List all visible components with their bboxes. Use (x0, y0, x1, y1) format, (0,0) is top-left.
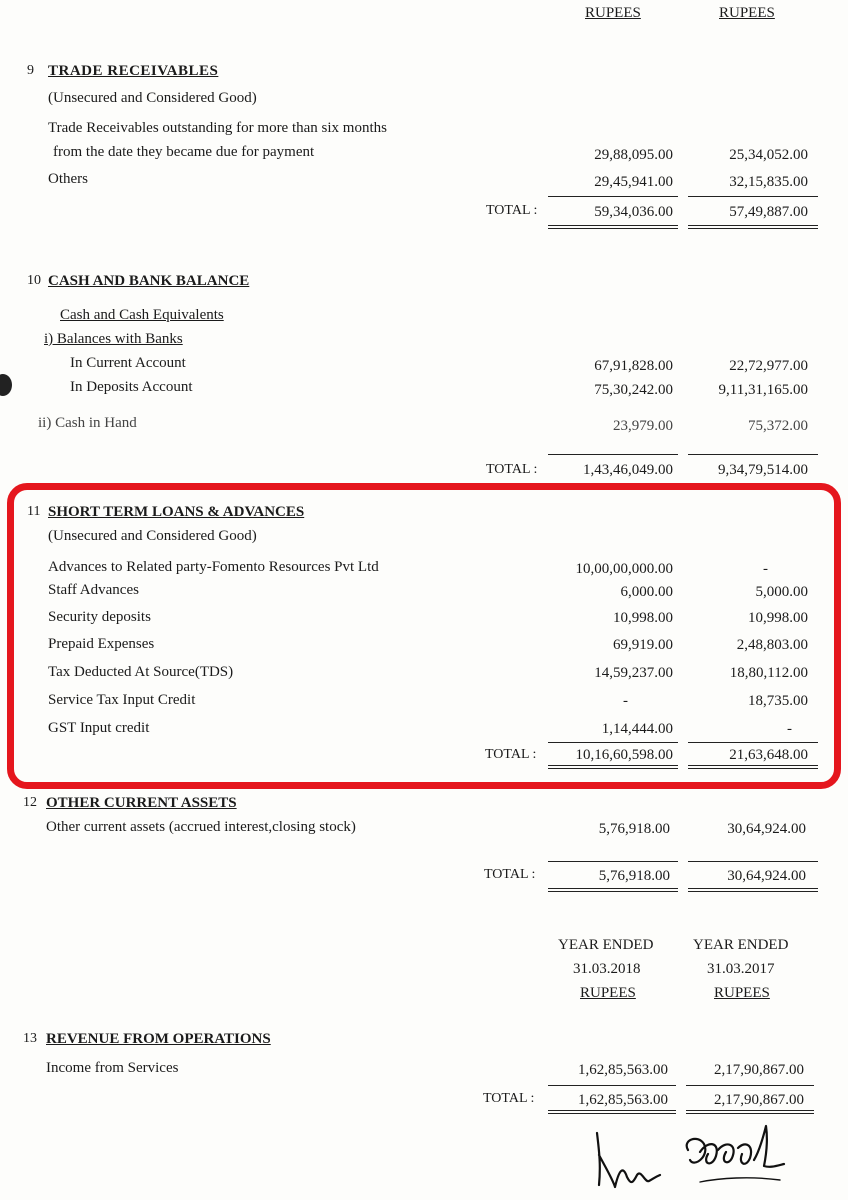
note9-total-2018: 59,34,036.00 (594, 204, 673, 220)
year-header-col1-line1: YEAR ENDED (558, 937, 654, 953)
note11-row-value-2018: 1,14,444.00 (601, 721, 673, 737)
note10-total-2018: 1,43,46,049.00 (583, 462, 673, 478)
note10-subtotal-rule-1 (548, 454, 678, 455)
note11-row-label: Service Tax Input Credit (48, 692, 196, 708)
note11-row-value-2018: 69,919.00 (613, 637, 673, 653)
note9-line2-value-2018: 29,45,941.00 (594, 174, 673, 190)
note11-row-value-2017: 10,998.00 (748, 610, 808, 626)
note10-subheading: Cash and Cash Equivalents (60, 307, 224, 323)
note13-number: 13 (23, 1031, 37, 1046)
note10-row1-label: In Current Account (70, 355, 186, 371)
note9-total-double-rule-2 (688, 225, 818, 229)
year-header-col1-date: 31.03.2018 (573, 961, 641, 977)
note12-title: OTHER CURRENT ASSETS (46, 795, 237, 811)
note12-total-double-rule-2 (688, 888, 818, 892)
col2-currency-header: RUPEES (719, 5, 775, 21)
note11-row-label: Prepaid Expenses (48, 636, 155, 652)
note12-number: 12 (23, 795, 37, 810)
note13-row1-label: Income from Services (46, 1060, 179, 1076)
note10-row1-value-2017: 22,72,977.00 (729, 358, 808, 374)
year-header-col1-currency: RUPEES (580, 985, 636, 1001)
note11-row-value-2017: 18,80,112.00 (729, 665, 808, 681)
note11-row-label: Security deposits (48, 609, 151, 625)
note13-row1-value-2017: 2,17,90,867.00 (714, 1062, 804, 1078)
year-header-col2-date: 31.03.2017 (707, 961, 775, 977)
note13-total-2017: 2,17,90,867.00 (714, 1092, 804, 1108)
note13-row1-value-2018: 1,62,85,563.00 (578, 1062, 668, 1078)
note12-row1-value-2017: 30,64,924.00 (727, 821, 806, 837)
signature-1 (585, 1125, 665, 1195)
note10-total-2017: 9,34,79,514.00 (718, 462, 808, 478)
note13-subtotal-rule-1 (548, 1085, 676, 1086)
note11-total-2018: 10,16,60,598.00 (575, 747, 673, 763)
note9-subtitle: (Unsecured and Considered Good) (48, 90, 257, 106)
note9-number: 9 (27, 63, 34, 78)
note9-total-2017: 57,49,887.00 (729, 204, 808, 220)
note13-total-double-rule-1 (548, 1110, 676, 1114)
year-header-col2-line1: YEAR ENDED (693, 937, 789, 953)
note12-subtotal-rule-2 (688, 861, 818, 862)
note11-row-value-2017: - (763, 561, 768, 577)
note11-row-value-2018: 6,000.00 (620, 584, 673, 600)
note12-total-2017: 30,64,924.00 (727, 868, 806, 884)
note9-line1a: Trade Receivables outstanding for more than six months (48, 120, 387, 136)
note11-row-label: GST Input credit (48, 720, 150, 736)
note10-row3-label: ii) Cash in Hand (38, 415, 137, 431)
note11-number: 11 (27, 504, 41, 519)
note11-title: SHORT TERM LOANS & ADVANCES (48, 504, 305, 520)
note13-total-label: TOTAL : (483, 1091, 535, 1106)
note10-row2-value-2018: 75,30,242.00 (594, 382, 673, 398)
note11-row-label: Tax Deducted At Source(TDS) (48, 664, 234, 680)
note13-subtotal-rule-2 (686, 1085, 814, 1086)
note12-total-label: TOTAL : (484, 867, 536, 882)
note11-row-value-2018: - (623, 693, 628, 709)
note11-row-value-2017: 5,000.00 (755, 584, 808, 600)
signature-2 (680, 1120, 790, 1195)
note11-row-value-2018: 10,998.00 (613, 610, 673, 626)
note11-total-double-rule-1 (548, 765, 678, 769)
note13-total-double-rule-2 (686, 1110, 814, 1114)
note9-line2-value-2017: 32,15,835.00 (729, 174, 808, 190)
note10-row3-value-2017: 75,372.00 (748, 418, 808, 434)
note11-row-label: Advances to Related party-Fomento Resources Pvt Ltd (48, 559, 379, 575)
note11-row-value-2018: 10,00,00,000.00 (575, 561, 673, 577)
note11-row-label: Staff Advances (48, 582, 139, 598)
note11-subtotal-rule-2 (688, 742, 818, 743)
note11-subtotal-rule-1 (548, 742, 678, 743)
note10-total-label: TOTAL : (486, 462, 538, 477)
note9-line2-label: Others (48, 171, 88, 187)
note10-title: CASH AND BANK BALANCE (48, 273, 250, 289)
note12-total-double-rule-1 (548, 888, 678, 892)
note12-total-2018: 5,76,918.00 (598, 868, 670, 884)
note10-row2-label: In Deposits Account (70, 379, 193, 395)
note9-total-double-rule-1 (548, 225, 678, 229)
col1-currency-header: RUPEES (585, 5, 641, 21)
note9-line1-value-2018: 29,88,095.00 (594, 147, 673, 163)
note11-row-value-2017: 18,735.00 (748, 693, 808, 709)
note11-total-label: TOTAL : (485, 747, 537, 762)
note13-total-2018: 1,62,85,563.00 (578, 1092, 668, 1108)
note9-total-label: TOTAL : (486, 203, 538, 218)
note13-title: REVENUE FROM OPERATIONS (46, 1031, 271, 1047)
year-header-col2-currency: RUPEES (714, 985, 770, 1001)
punch-hole-mark (0, 374, 12, 396)
note11-row-value-2017: - (787, 721, 792, 737)
note9-title: TRADE RECEIVABLES (48, 63, 219, 79)
note9-line1-value-2017: 25,34,052.00 (729, 147, 808, 163)
note10-bank-balances-heading: i) Balances with Banks (44, 331, 183, 347)
note10-row2-value-2017: 9,11,31,165.00 (718, 382, 808, 398)
note11-row-value-2018: 14,59,237.00 (594, 665, 673, 681)
note9-subtotal-rule-2 (688, 196, 818, 197)
note10-subtotal-rule-2 (688, 454, 818, 455)
note9-line1b: from the date they became due for payment (53, 144, 315, 160)
note9-subtotal-rule-1 (548, 196, 678, 197)
note10-number: 10 (27, 273, 41, 288)
note10-row3-value-2018: 23,979.00 (613, 418, 673, 434)
note11-total-double-rule-2 (688, 765, 818, 769)
note11-subtitle: (Unsecured and Considered Good) (48, 528, 257, 544)
note11-total-2017: 21,63,648.00 (729, 747, 808, 763)
note12-subtotal-rule-1 (548, 861, 678, 862)
note11-row-value-2017: 2,48,803.00 (736, 637, 808, 653)
note12-row1-label: Other current assets (accrued interest,closing stock) (46, 819, 356, 835)
note12-row1-value-2018: 5,76,918.00 (598, 821, 670, 837)
note10-row1-value-2018: 67,91,828.00 (594, 358, 673, 374)
